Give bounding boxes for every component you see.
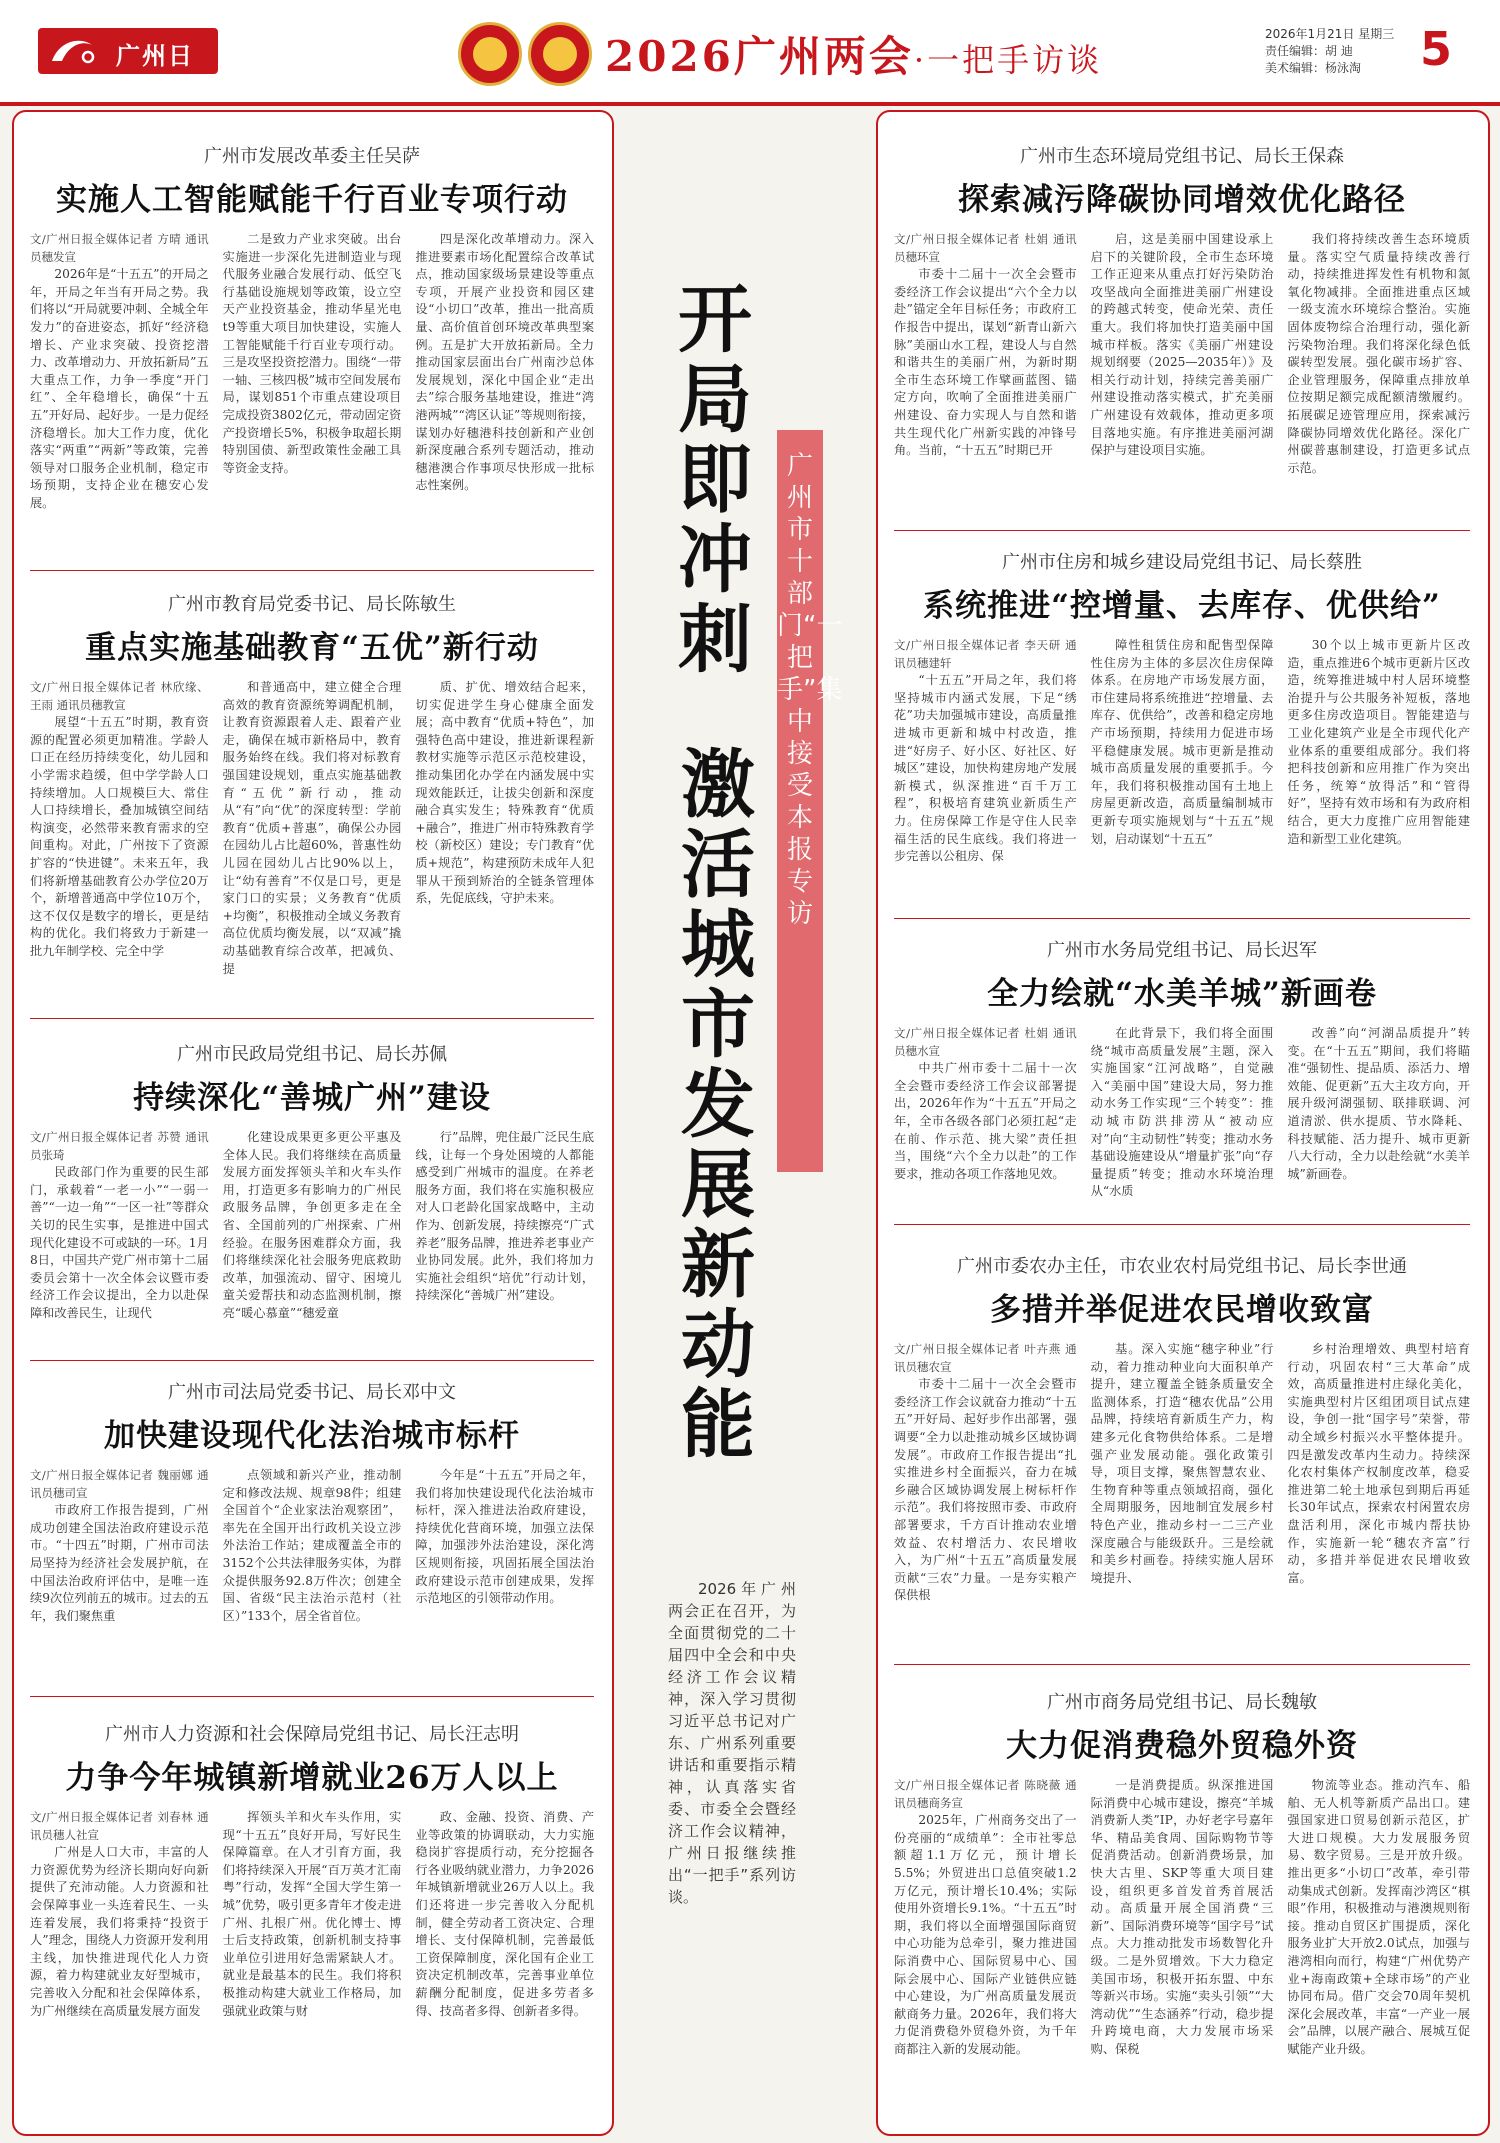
article-column (894, 1777, 1077, 2127)
section-divider (894, 1224, 1470, 1225)
center-lead (668, 1578, 796, 1958)
article-column (894, 1025, 1077, 1225)
article-paragraph: 化建设成果更多更公平惠及全体人民。我们将继续在高质量发展方面发挥领头羊和火车头作用，打造更多有影响力的广州民政服务品牌，争创更多走在全省、全国前列的广州探索、广州经验。在服务困难群众方面，我们将继续深化社会服务兜底救助改革，加强流动、留守、困境儿童关爱帮扶和动态监测机制，擦亮“暖心慕童”“穗爱童 (222, 1130, 402, 1320)
article-byline: 文/广州日报全媒体记者 李天研 通讯员穗建轩 (894, 638, 1077, 670)
article-headline: 系统推进“控增量、去库存、优供给” (923, 588, 1441, 624)
article-paragraph: 物流等业态。推动汽车、船舶、无人机等新质产品出口。建强国家进口贸易创新示范区，扩大进口规模。大力发展服务贸易、数字贸易。三是开放升级。推出更多“小切口”改革，牵引带动集成式创新。发挥南沙湾区“棋眼”作用，积极推动与港澳规则衔接。推动自贸区扩围提质，深化服务业扩大开放2.0试点，加强与港湾相向而行，构建“广州优势产业+海南政策+全球市场”的产业协同布局。借广交会70周年契机深化会展改革，丰富“一产业一展会”品牌，以展产融合、展城互促赋能产业升级。 (1287, 1778, 1471, 2056)
article-column (415, 1129, 594, 1359)
page-number: 5 (1420, 22, 1453, 76)
article-body (894, 1341, 1470, 1661)
article-paragraph: 政、金融、投资、消费、产业等政策的协调联动，大力实施稳岗扩容提质行动，充分挖掘各行各业吸纳就业潜力，力争2026年城镇新增就业26万人以上。我们还将进一步完善收入分配机制，健全劳动者工资决定、合理增长、支付保障机制，完善最低工资保障制度，深化国有企业工资决定机制改革，完善事业单位薪酬分配制度，促进多劳者多得、技高者多得、创新者多得。 (415, 1810, 595, 2018)
article-headline: 实施人工智能赋能千行百业专项行动 (56, 182, 568, 218)
article-kicker: 广州市生态环境局党组书记、局长王保森 (1020, 146, 1344, 167)
article-kicker: 广州市人力资源和社会保障局党组书记、局长汪志明 (105, 1724, 519, 1745)
center-banner: 广州市十部门“一把手”集中接受本报专访 (777, 430, 823, 1172)
article-column (1287, 231, 1470, 531)
article-column (894, 637, 1077, 917)
article-kicker: 广州市民政局党组书记、局长苏佩 (177, 1044, 447, 1065)
article-column (1287, 637, 1470, 917)
article-paragraph: 广州是人口大市，丰富的人力资源优势为经济长期向好向新提供了充沛动能。人力资源和社会保障事业一头连着民生、一头连着发展，我们将秉持“投资于人”理念，围绕人力资源开发利用主线，加快推进现代化人力资源，着力构建就业友好型城市，完善收入分配和社会保障体系，为广州继续在高质量发展方面发 (30, 1845, 209, 2018)
page-title-sub: ·一把手访谈 (913, 41, 1103, 79)
article-headline: 大力促消费稳外贸稳外资 (1006, 1728, 1358, 1764)
article-column (415, 231, 594, 513)
article-byline: 文/广州日报全媒体记者 魏丽娜 通讯员穗司宣 (30, 1468, 209, 1500)
article-byline: 文/广州日报全媒体记者 陈晓薇 通讯员穗商务宣 (894, 1778, 1077, 1810)
center-title-top: 开局即冲刺 (678, 277, 752, 683)
article-body (30, 1129, 594, 1359)
center-title-bottom: 激活城市发展新动能 (681, 742, 755, 1468)
article-housing-construction (894, 548, 1470, 908)
article-body (30, 1467, 594, 1677)
issue-date: 2026年1月21日 星期三 (1265, 27, 1395, 41)
article-column (1287, 1025, 1470, 1225)
article-column (1091, 231, 1274, 531)
article-paragraph: 中共广州市委十二届十一次全会暨市委经济工作会议部署提出，2026年作为“十五五”开局之年，全市各级各部门必须扛起“走在前、作示范、挑大梁”责任担当，围绕“六个全力以赴”的工作要求，推动各项工作落地见效。 (894, 1061, 1077, 1181)
article-paragraph: 质、扩优、增效结合起来，切实促进学生身心健康全面发展；高中教育“优质+特色”，加强特色高中建设，推进新课程新教材实施等示范区示范校建设，推动集团化办学在内涵发展中实现效能跃迁，让拔尖创新和深度融合真实发生；特殊教育“优质+融合”，推进广州市特殊教育学校（新校区）建设；专门教育“优质+规范”，构建预防未成年人犯罪从干预到矫治的全链条管理体系，先促底线，守护未来。 (415, 680, 595, 906)
article-paragraph: 市委十二届十一次全会暨市委经济工作会议提出“六个全力以赴”锚定全年目标任务；市政府工作报告中提出，谋划“新青山新六脉”美丽山水工程，建设人与自然和谐共生的美丽广州，为新时期全市生态环境工作擘画蓝图、锚定方向，吹响了全面推进美丽广州建设、奋力实现人与自然和谐共生现代化广州新实践的冲锋号角。当前，“十五五”时期已开 (894, 267, 1077, 458)
logo-swirl-icon (48, 35, 100, 67)
article-column (223, 1467, 402, 1677)
article-column (415, 1467, 594, 1677)
article-agriculture (894, 1252, 1470, 1652)
article-kicker: 广州市住房和城乡建设局党组书记、局长蔡胜 (1002, 552, 1362, 573)
page-title-main: 2026广州两会 (605, 32, 914, 81)
article-column (30, 679, 209, 1009)
editor-credit: 责任编辑：胡 迪 (1265, 44, 1353, 58)
article-headline: 力争今年城镇新增就业26万人以上 (65, 1760, 559, 1796)
article-development-reform (30, 142, 594, 532)
article-body (894, 231, 1470, 531)
article-body (894, 1777, 1470, 2127)
article-paragraph: 今年是“十五五”开局之年，我们将加快建设现代化法治城市标杆，深入推进法治政府建设，持续优化营商环境，加强立法保障，加强涉外法治建设，深化湾区规则衔接，巩固拓展全国法治政府建设示范市创建成果，发挥示范地区的引领带动作用。 (415, 1468, 595, 1606)
article-column (1091, 1025, 1274, 1225)
article-paragraph: 市委十二届十一次全会暨市委经济工作会议就奋力推动“十五五”开好局、起好步作出部署，强调要“全力以赴推动城乡区域协调发展”。市政府工作报告提出“扎实推进乡村全面振兴，奋力在城乡融合区域协调发展上树标杆作示范”。我们将按照市委、市政府部署要求，千方百计推动农业增效益、农村增活力、农民增收入，为广州“十五五”高质量发展贡献“三农”力量。一是夯实粮产保供根 (894, 1377, 1077, 1603)
art-editor-credit: 美术编辑：杨泳淘 (1265, 61, 1362, 75)
article-column (1287, 1341, 1470, 1661)
section-divider (894, 918, 1470, 919)
article-headline: 持续深化“善城广州”建设 (133, 1080, 491, 1116)
national-emblem-icon (458, 22, 522, 86)
article-civil-affairs (30, 1040, 594, 1350)
article-kicker: 广州市发展改革委主任吴萨 (204, 146, 420, 167)
section-divider (894, 1664, 1470, 1665)
article-column (223, 231, 402, 513)
article-kicker: 广州市委农办主任，市农业农村局党组书记、局长李世通 (957, 1256, 1407, 1277)
article-column (894, 1341, 1077, 1661)
issue-info (1265, 26, 1394, 77)
article-paragraph: 30个以上城市更新片区改造，重点推进6个城市更新片区改造，统筹推进城中村人居环境整治提升与公共服务补短板，落地更多住房改造项目。智能建造与工业化建筑产业是全市现代化产业体系的重要组成部分。我们将把科技创新和应用推广作为突出任务，统筹“放得活”和“管得好”，坚持有效市场和有为政府相结合，更大力度推广应用智能建造和新型工业化建筑。 (1287, 638, 1471, 846)
article-paragraph: 挥领头羊和火车头作用，实现“十五五”良好开局，写好民生保障篇章。在人才引育方面，我们将持续深入开展“百万英才汇南粤”行动，发挥“全国大学生第一城”优势，吸引更多青年才俊走进广州、扎根广州。优化博士、博士后支持政策，创新机制支持事业单位引进用好急需紧缺人才。就业是最基本的民生。我们将积极推动构建大就业工作格局，加强就业政策与财 (222, 1810, 402, 2018)
article-column (894, 231, 1077, 531)
article-column (1287, 1777, 1470, 2127)
article-column (30, 1129, 209, 1359)
section-divider (30, 1360, 594, 1361)
article-headline: 多措并举促进农民增收致富 (990, 1292, 1374, 1328)
article-column (1091, 1777, 1274, 2127)
article-paragraph: 障性租赁住房和配售型保障性住房为主体的多层次住房保障体系。在房地产市场发展方面，市住建局将系统推进“控增量、去库存、优供给”，改善和稳定房地产市场预期，持续用力促进市场平稳健康发展。城市更新是推动城市高质量发展的重要抓手。今年，我们将积极推动国有土地上房屋更新改造，高质量编制城市更新专项实施规划与“十五五”规划，启动谋划“十五五” (1090, 638, 1274, 846)
article-body (30, 679, 594, 1009)
article-column (1091, 1341, 1274, 1661)
center-lead-text: 2026年广州两会正在召开，为全面贯彻党的二十届四中全会和中央经济工作会议精神，深入学习贯彻习近平总书记对广东、广州系列重要讲话和重要指示精神，认真落实省委、市委全会暨经济工作会议精神，广州日报继续推出“一把手”系列访谈。 (668, 1580, 796, 1906)
article-paragraph: 点领域和新兴产业，推动制定和修改法规、规章98件；组建全国首个“企业家法治观察团”，率先在全国开出行政机关设立涉外法治工作站；建成覆盖全市的3152个公共法律服务实体，为群众提供服务92.8万件次；创建全国、省级“民主法治示范村（社区）”133个，居全省首位。 (222, 1468, 402, 1623)
article-byline: 文/广州日报全媒体记者 杜娟 通讯员穗环宣 (894, 232, 1077, 264)
article-paragraph: 展望“十五五”时期，教育资源的配置必须更加精准。学龄人口正在经历持续变化，幼儿园和小学需求趋缓，但中学学龄人口持续增加。人口规模巨大、常住人口持续增长，叠加城镇空间结构演变，必然带来教育需求的空间重构。对此，广州按下了资源扩容的“快进键”。未来五年，我们将新增基础教育公办学位20万个，新增普通高中学位10万个，这不仅仅是数字的增长，更是结构的优化。我们将致力于新建一批九年制学校、完全中学 (30, 715, 209, 958)
masthead (0, 0, 1500, 106)
article-body (30, 231, 594, 513)
article-column (415, 1809, 594, 2129)
article-byline: 文/广州日报全媒体记者 杜娟 通讯员穗水宣 (894, 1026, 1077, 1058)
article-body (894, 637, 1470, 917)
article-headline: 探索减污降碳协同增效优化路径 (958, 182, 1406, 218)
cppcc-emblem-icon (528, 22, 592, 86)
article-paragraph: 改善”向“河湖品质提升”转变。在“十五五”期间，我们将瞄准“强韧性、提品质、添活力、增效能、促更新”五大主攻方向，开展升级河湖强韧、联排联调、河道清淤、供水提质、节水降耗、科技赋能、活力提升、城市更新八大行动，全力以赴绘就“水美羊城”新画卷。 (1287, 1026, 1471, 1181)
article-paragraph: 启，这是美丽中国建设承上启下的关键阶段，全市生态环境工作正迎来从重点打好污染防治攻坚战向全面推进美丽广州建设的跨越式转变，使命光荣、责任重大。我们将加快打造美丽中国城市样板。落实《美丽广州建设规划纲要（2025—2035年）》及相关行动计划，持续完善美丽广州建设推动落实模式，扩充美丽广州建设有效载体，推动更多项目落地实施。有序推进美丽河湖保护与建设项目实施。 (1090, 232, 1274, 458)
article-column (415, 679, 594, 1009)
article-byline: 文/广州日报全媒体记者 林欣缘、王雨 通讯员穗教宣 (30, 680, 209, 712)
article-column (30, 1467, 209, 1677)
section-divider (30, 1696, 594, 1697)
article-kicker: 广州市教育局党委书记、局长陈敏生 (168, 594, 456, 615)
article-paragraph: 行”品牌，兜住最广泛民生底线，让每一个身处困境的人都能感受到广州城市的温度。在养老服务方面，我们将在实施积极应对人口老龄化国家战略中，主动作为、创新发展，持续擦亮“广式养老”服务品牌，推进养老事业产业协同发展。此外，我们将加力实施社会组织“培优”行动计划，持续深化“善城广州”建设。 (415, 1130, 595, 1303)
article-commerce (894, 1688, 1470, 2118)
article-headline: 加快建设现代化法治城市标杆 (104, 1418, 520, 1454)
article-human-resources (30, 1720, 594, 2120)
newspaper-logo (38, 28, 218, 105)
page-title (605, 24, 1102, 84)
article-paragraph: 一是消费提质。纵深推进国际消费中心城市建设，擦亮“羊城消费新人类”IP，办好老字号嘉年华、精品美食周、国际购物节等促消费活动。创新消费场景，加快大古里、SKP等重大项目建设，组织更多首发首秀首展活动。高质量开展全国消费“三新”、国际消费环境等“国字号”试点。大力推动批发市场数智化升级。二是外贸增效。下大力稳定美国市场，积极开拓东盟、中东等新兴市场。实施“卖头引领”“大湾动优”“生态涵养”行动，稳步提升跨境电商，大力发展市场采购、保税 (1090, 1778, 1274, 2056)
article-column (30, 231, 209, 513)
article-column (223, 1809, 402, 2129)
article-water-affairs (894, 936, 1470, 1216)
article-paragraph: 基。深入实施“穗字种业”行动，着力推动种业向大面积单产提升，建立覆盖全链条质量安全监测体系，打造“穗农优品”公用品牌，持续培育新质生产力，构建多元化食物供给体系。二是增强产业发展动能。强化政策引导，项目支撑，聚焦智慧农业、生物育种等重点领域招商，强化全周期服务，因地制宜发展乡村特色产业，推动乡村一二三产业深度融合与能级跃升。三是绘就和美乡村画卷。持续实施人居环境提升、 (1090, 1342, 1274, 1585)
article-byline: 文/广州日报全媒体记者 叶卉燕 通讯员穗农宣 (894, 1342, 1077, 1374)
article-education (30, 590, 594, 1000)
article-body (894, 1025, 1470, 1225)
article-headline: 重点实施基础教育“五优”新行动 (85, 630, 539, 666)
article-paragraph: 我们将持续改善生态环境质量。落实空气质量持续改善行动，持续推进挥发性有机物和氮氧化物减排。全面推进重点区域一级支流水环境综合整治。实施固体废物综合治理行动，强化新污染物治理。我们将深化绿色低碳转型发展。强化碳市场扩容、企业管理服务，保障重点排放单位按期足额完成配额清缴履约。拓展碳足迹管理应用，探索减污降碳协同增效优化路径。深化广州碳普惠制建设，打造更多试点示范。 (1287, 232, 1471, 475)
article-paragraph: 2025年，广州商务交出了一份亮丽的“成绩单”：全市社零总额超1.1万亿元，预计增长5.5%；外贸进出口总值突破1.2万亿元，预计增长10.4%；实际使用外资增长9.1%。“十五五”时期，我们将以全面增强国际商贸中心功能为总牵引，聚力推进国际消费中心、国际贸易中心、国际会展中心、国际产业链供应链中心建设，为广州高质量发展贡献商务力量。2026年，我们将大力促消费稳外贸稳外资，为千年商都注入新的发展动能。 (894, 1813, 1077, 2056)
article-kicker: 广州市商务局党组书记、局长魏敏 (1047, 1692, 1317, 1713)
article-column (223, 679, 402, 1009)
section-divider (30, 570, 594, 571)
article-paragraph: 乡村治理增效、典型村培育行动，巩固农村“三大革命”成效，高质量推进村庄绿化美化，实施典型村片区组团项目试点建设，争创一批“国字号”荣誉，带动全域乡村振兴水平整体提升。四是激发改革内生动力。持续深化农村集体产权制度改革，稳妥推进第二轮土地承包到期后再延长30年试点，探索农村闲置农房盘活利用，深化市城内帮扶协作，实施新一轮“穗农齐富”行动，多措并举促进农民增收致富。 (1287, 1342, 1471, 1585)
article-kicker: 广州市司法局党委书记、局长邓中文 (168, 1382, 456, 1403)
logo-text: 广州日报 (116, 41, 194, 105)
article-byline: 文/广州日报全媒体记者 方晴 通讯员穗发宣 (30, 232, 209, 264)
article-paragraph: 二是致力产业求突破。出台实施进一步深化先进制造业与现代服务业融合发展行动、低空飞行基础设施规划等政策，设立空天产业投资基金，推动华星光电t9等重大项目加快建设，实施人工智能赋能千行百业专项行动。三是攻坚投资挖潜力。围绕“一带一轴、三核四极”城市空间发展布局，谋划851个市重点建设项目完成投资3802亿元，带动固定资产投资增长5%，积极争取超长期特别国债、新型政策性金融工具等资金支持。 (222, 232, 402, 475)
article-paragraph: 市政府工作报告提到，广州成功创建全国法治政府建设示范市。“十四五”时期，广州市司法局坚持为经济社会发展护航，在中国法治政府评估中，是唯一连续9次位列前五的城市。过去的五年，我们聚焦重 (30, 1503, 209, 1623)
article-column (30, 1809, 209, 2129)
article-ecology-environment (894, 142, 1470, 522)
article-paragraph: 四是深化改革增动力。深入推进要素市场化配置综合改革试点，推动国家级场景建设等重点专项，开展产业投资和园区建设“小切口”改革，推出一批高质量、高价值首创环境改革典型案例。五是扩大开放拓新局。全力推动国家层面出台广州南沙总体发展规划，深化中国企业“走出去”综合服务基地建设，推进“湾港两城”“湾区认证”等规则衔接，谋划办好穗港科技创新和产业创新深度融合系列专题活动，推动穗港澳合作事项尽快形成一批标志性案例。 (415, 232, 595, 493)
article-headline: 全力绘就“水美羊城”新画卷 (987, 976, 1377, 1012)
article-paragraph: 2026年是“十五五”的开局之年，开局之年当有开局之势。我们将以“开局就要冲刺、全城全年发力”的奋进姿态，抓好“经济稳增长、产业求突破、投资挖潜力、改革增动力、开放拓新局”五大重点工作，力争一季度“开门红”、全年稳增长，确保“十五五”开好局、起好步。一是力促经济稳增长。加大工作力度，优化落实“两重”“两新”等政策，完善领导对口服务企业机制，稳定市场预期，支持企业在穗安心发展。 (30, 267, 209, 510)
section-divider (894, 530, 1470, 531)
article-paragraph: 在此背景下，我们将全面围绕“城市高质量发展”主题，深入实施国家“江河战略”，自觉融入“美丽中国”建设大局，努力推动水务工作实现“三个转变”：推动城市防洪排涝从“被动应对”向“主动韧性”转变；推动水务基础设施建设从“增量扩张”向“存量提质”转变；推动水环境治理从“水质 (1090, 1026, 1274, 1199)
article-paragraph: “十五五”开局之年，我们将坚持城市内涵式发展，下足“绣花”功夫加强城市建设，高质量推进城市更新和城中村改造，推进“好房子、好小区、好社区、好城区”建设，加快构建房地产发展新模式，纵深推进“百千万工程”，积极培育建筑业新质生产力。住房保障工作是守住人民幸福生活的民生底线。我们将进一步完善以公租房、保 (894, 673, 1077, 864)
section-divider (30, 1018, 594, 1019)
article-justice (30, 1378, 594, 1678)
article-paragraph: 民政部门作为重要的民生部门，承载着“一老一小”“一弱一善”“一边一角”“一区一社”等群众关切的民生实事，是推进中国式现代化建设不可或缺的一环。1月8日，中国共产党广州市第十二届委员会第十一次全体会议暨市委经济工作会议提出，全力以赴保障和改善民生，让现代 (30, 1165, 209, 1320)
article-paragraph: 和普通高中，建立健全合理高效的教育资源统筹调配机制，让教育资源跟着人走、跟着产业走，确保在城市新格局中，教育服务始终在线。我们将对标教育强国建设规划，重点实施基础教育“五优”新行动，推动从“有”向“优”的深度转型：学前教育“优质+普惠”，确保公办园在园幼儿占比超60%，普惠性幼儿园在园幼儿占比90%以上，让“幼有善育”不仅是口号，更是家门口的实景；义务教育“优质+均衡”，积极推动全域义务教育高位优质均衡发展，以“双减”撬动基础教育综合改革，把减负、提 (222, 680, 402, 976)
article-column (1091, 637, 1274, 917)
article-byline: 文/广州日报全媒体记者 苏赞 通讯员张琦 (30, 1130, 209, 1162)
article-kicker: 广州市水务局党组书记、局长迟军 (1047, 940, 1317, 961)
article-body (30, 1809, 594, 2129)
article-byline: 文/广州日报全媒体记者 刘春林 通讯员穗人社宣 (30, 1810, 209, 1842)
article-column (223, 1129, 402, 1359)
